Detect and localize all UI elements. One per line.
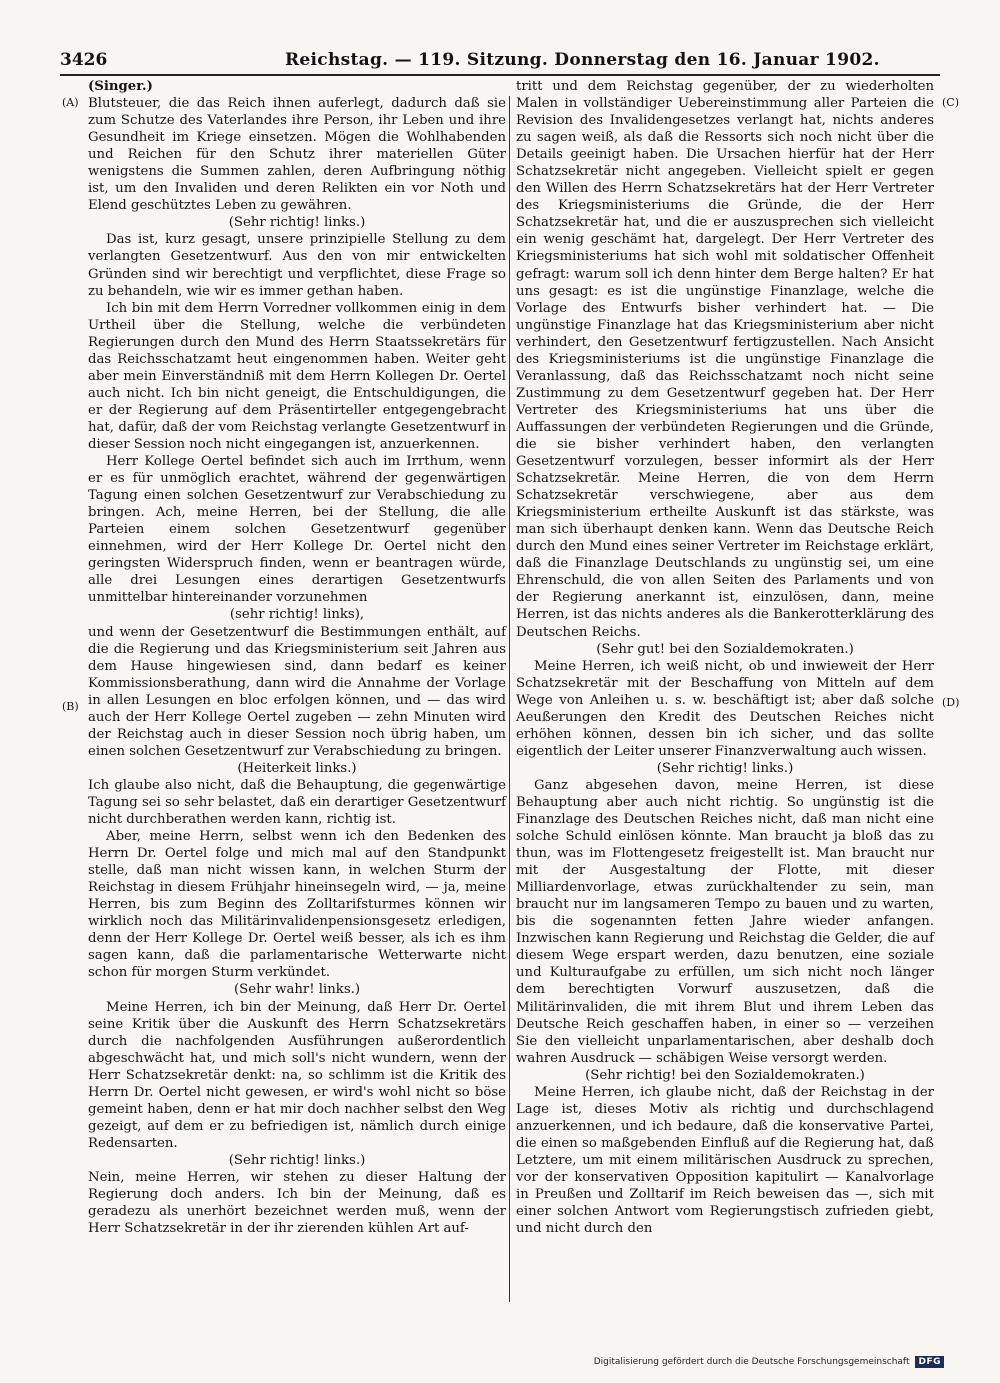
running-title: Reichstag. — 119. Sitzung. Donnerstag den 16. Januar 1902. xyxy=(285,50,880,70)
margin-mark-a: (A) xyxy=(62,96,79,109)
column-divider xyxy=(509,96,510,1302)
paragraph: Meine Herren, ich weiß nicht, ob und inwieweit der Herr Schatzsekretär mit der Beschaffung von Mitteln auf dem Wege von Anleihen u. s. w. beschäftigt ist; aber daß solche Aeußerungen den Kredit des Deutschen Reiches nicht erhöhen können, dessen bin ich sicher, und das sollte eigentlich der Leiter unserer Finanzverwaltung auch wissen. xyxy=(516,658,934,759)
funding-note: Digitalisierung gefördert durch die Deutsche Forschungsgemeinschaft xyxy=(593,1357,910,1367)
interjection: (Sehr gut! bei den Sozialdemokraten.) xyxy=(596,641,854,657)
header-rule xyxy=(60,74,940,76)
paragraph: Herr Kollege Oertel befindet sich auch im Irrthum, wenn er es für unmöglich erachtet, während der gegenwärtigen Tagung einen solchen Gesetzentwurf zur Verabschiedung zu bringen. Ach, meine Herren, bei der Stellung, die alle Parteien einem solchen Gesetzentwurf gegenüber einnehmen, wird der Herr Kollege Dr. Oertel nicht den geringsten Widerspruch finden, wenn er beantragen würde, alle drei Lesungen eines derartigen Gesetzentwurfs unmittelbar hintereinander vorzunehmen xyxy=(88,454,506,606)
interjection: (Sehr richtig! links.) xyxy=(228,215,366,231)
paragraph: Ich glaube also nicht, daß die Behauptung, die gegenwärtige Tagung sei so sehr belastet, daß ein derartiger Gesetzentwurf nicht durchberathen werden kann, richtig ist. xyxy=(88,777,506,828)
right-column xyxy=(516,78,934,1237)
paragraph: und wenn der Gesetzentwurf die Bestimmungen enthält, auf die die Regierung und das Kriegsministerium seit Jahren aus dem Hause hingewiesen sind, dann bedarf es keiner Kommissionsberathung, dann wird die Annahme der Vorlage in allen Lesungen en bloc erfolgen können, und — das wird auch der Herr Kollege Oertel zugeben — zehn Minuten wird der Reichstag auch in dieser Session noch übrig haben, um einen solchen Gesetzentwurf zur Verabschiedung zu bringen. xyxy=(88,624,506,759)
margin-mark-c: (C) xyxy=(942,96,959,109)
speaker-label: (Singer.) xyxy=(88,79,153,94)
interjection: (Sehr wahr! links.) xyxy=(233,982,361,998)
page-number: 3426 xyxy=(60,50,108,70)
interjection: (Sehr richtig! links.) xyxy=(228,1152,366,1168)
interjection: (sehr richtig! links), xyxy=(229,607,365,623)
paragraph: tritt und dem Reichstag gegenüber, der zu wiederholten Malen in vollständiger Uebereinstimmung aller Parteien die Revision des Invalidengesetzes verlangt hat, nichts anderes zu sagen weiß, als daß die Ressorts sich noch nicht über die Details geeinigt haben. Die Ursachen hierfür hat der Herr Schatzsekretär nicht angegeben. Vielleicht spielt er gegen den Willen des Herrn Schatzsekretärs hat der Herr Vertreter des Kriegsministeriums die Gründe, die der Herr Schatzsekretär hat, und die er auszusprechen sich vielleicht ein wenig geschämt hat, dargelegt. Der Herr Vertreter des Kriegsministeriums hat sich wohl mit soldatischer Offenheit gefragt: warum soll ich denn hinter dem Berge halten? Er hat uns gesagt: es ist die ungünstige Finanzlage, welche die Vorlage des Entwurfs bisher verhindert hat. — Die ungünstige Finanzlage hat das Kriegsministerium aber nicht verhindert, den Gesetzentwurf fertigzustellen. Nach Ansicht des Kriegsministeriums ist die ungünstige Finanzlage die Veranlassung, daß das Reichsschatzamt noch nicht seine Zustimmung zu dem Gesetzentwurf gegeben hat. Der Herr Vertreter des Kriegsministeriums hat uns über die Auffassungen der verbündeten Regierungen und die Gründe, die sie bisher verhindert haben, den verlangten Gesetzentwurf vorzulegen, besser informirt als der Herr Schatzsekretär. Meine Herren, die von dem Herrn Schatzsekretär verschwiegene, aber aus dem Kriegsministerium ertheilte Auskunft ist das stärkste, was man sich überhaupt denken kann. Wenn das Deutsche Reich durch den Mund eines seiner Vertreter im Reichstage erklärt, daß die Finanzlage Deutschlands zu ungünstig sei, um eine Ehrenschuld, die von allen Seiten des Parlaments und von der Regierung anerkannt ist, einzulösen, dann, meine Herren, ist das nichts anderes als die Bankerotterklärung des Deutschen Reichs. xyxy=(516,79,934,640)
footer xyxy=(594,1356,944,1368)
dfg-logo: DFG xyxy=(915,1356,944,1368)
paragraph: Aber, meine Herrn, selbst wenn ich den Bedenken des Herrn Dr. Oertel folge und mich mal auf den Standpunkt stelle, daß man nicht wissen kann, in welchen Sturm der Reichstag in diesem Frühjahr hineinsegeln wird, — ja, meine Herren, bis zum Beginn des Zolltarifsturmes können wir wirklich noch das Militärinvalidenpensionsgesetz erledigen, denn der Herr Kollege Dr. Oertel weiß besser, als ich es ihm sagen kann, daß die parlamentarische Wetterwarte nicht schon für morgen Sturm verkündet. xyxy=(88,829,506,981)
interjection: (Sehr richtig! bei den Sozialdemokraten.) xyxy=(585,1067,865,1083)
interjection: (Heiterkeit links.) xyxy=(237,760,357,776)
paragraph: Ganz abgesehen davon, meine Herren, ist diese Behauptung aber auch nicht richtig. So ungünstig ist die Finanzlage des Deutschen Reiches nicht, daß man nicht eine solche Schuld einlösen könnte. Man braucht ja bloß das zu thun, was im Flottengesetz freigestellt ist. Man braucht nur mit der Ausgestaltung der Flotte, mit dieser Milliardenvorlage, etwas zurückhaltender zu sein, man braucht nur im langsameren Tempo zu bauen und zu warten, bis die sogenannten fetten Jahre wieder anfangen. Inzwischen kann Regierung und Reichstag die Gelder, die auf diesem Wege erspart werden, dazu benutzen, eine soziale und Kulturaufgabe zu erfüllen, um sich nicht noch länger dem berechtigten Vorwurf auszusetzen, daß die Militärinvaliden, die mit ihrem Blut und ihrem Leben das Deutsche Reich geschaffen haben, in einer so — verzeihen Sie den vielleicht unparlamentarischen, aber deshalb doch wahren Ausdruck — schäbigen Weise versorgt werden. xyxy=(516,777,934,1066)
left-column xyxy=(88,78,506,1237)
paragraph: Meine Herren, ich glaube nicht, daß der Reichstag in der Lage ist, dieses Motiv als richtig und durchschlagend anzuerkennen, und ich bedaure, daß die konservative Partei, die einen so maßgebenden Einfluß auf die Regierung hat, daß Letztere, um mit einem militärischen Ausdruck zu sprechen, vor der konservativen Opposition kapitulirt — Kanalvorlage in Preußen und Zolltarif im Reich beweisen das —, sich mit einer solchen Antwort vom Regierungstisch zufrieden giebt, und nicht durch den xyxy=(516,1084,934,1237)
margin-mark-b: (B) xyxy=(62,700,79,713)
paragraph: Blutsteuer, die das Reich ihnen auferlegt, dadurch daß sie zum Schutze des Vaterlandes ihre Person, ihr Leben und ihre Gesundheit im Kriege einsetzen. Mögen die Wohlhabenden und Reichen für den Schutz ihrer materiellen Güter wenigstens die Summen zahlen, deren Aufbringung nöthig ist, um den Invaliden und deren Relikten ein vor Noth und Elend geschütztes Leben zu gewähren. xyxy=(88,96,506,214)
page-header xyxy=(60,50,940,76)
paragraph: Ich bin mit dem Herrn Vorredner vollkommen einig in dem Urtheil über die Stellung, welche die verbündeten Regierungen durch den Mund des Herrn Staatssekretärs für das Reichsschatzamt heut eingenommen haben. Weiter geht aber mein Einverständniß mit dem Herrn Kollegen Dr. Oertel auch nicht. Ich bin nicht geneigt, die Entschuldigungen, die er der Regierung auf dem Präsentirteller entgegengebracht hat, dafür, daß der vom Reichstag verlangte Gesetzentwurf in dieser Session noch nicht eingegangen ist, anzuerkennen. xyxy=(88,300,506,452)
paragraph: Das ist, kurz gesagt, unsere prinzipielle Stellung zu dem verlangten Gesetzentwurf. Aus den von mir entwickelten Gründen sind wir berechtigt und verpflichtet, diese Frage so zu behandeln, wie wir es immer gethan haben. xyxy=(88,232,506,299)
margin-mark-d: (D) xyxy=(942,696,960,709)
paragraph: Nein, meine Herren, wir stehen zu dieser Haltung der Regierung doch anders. Ich bin der Meinung, daß es geradezu als unerhört bezeichnet werden muß, wenn der Herr Schatzsekretär in der ihr zierenden kühlen Art auf- xyxy=(88,1170,506,1237)
paragraph: Meine Herren, ich bin der Meinung, daß Herr Dr. Oertel seine Kritik über die Auskunft des Herrn Schatzsekretärs durch die nachfolgenden Ausführungen außerordentlich abgeschwächt hat, und mich soll's nicht wundern, wenn der Herr Schatzsekretär denkt: na, so schlimm ist die Kritik des Herrn Dr. Oertel nicht gewesen, er wird's wohl nicht so böse gemeint haben, denn er hat mir doch nachher selbst den Weg gezeigt, auf dem er zu befriedigen ist, nämlich durch einige Redensarten. xyxy=(88,999,506,1151)
interjection: (Sehr richtig! links.) xyxy=(656,760,794,776)
